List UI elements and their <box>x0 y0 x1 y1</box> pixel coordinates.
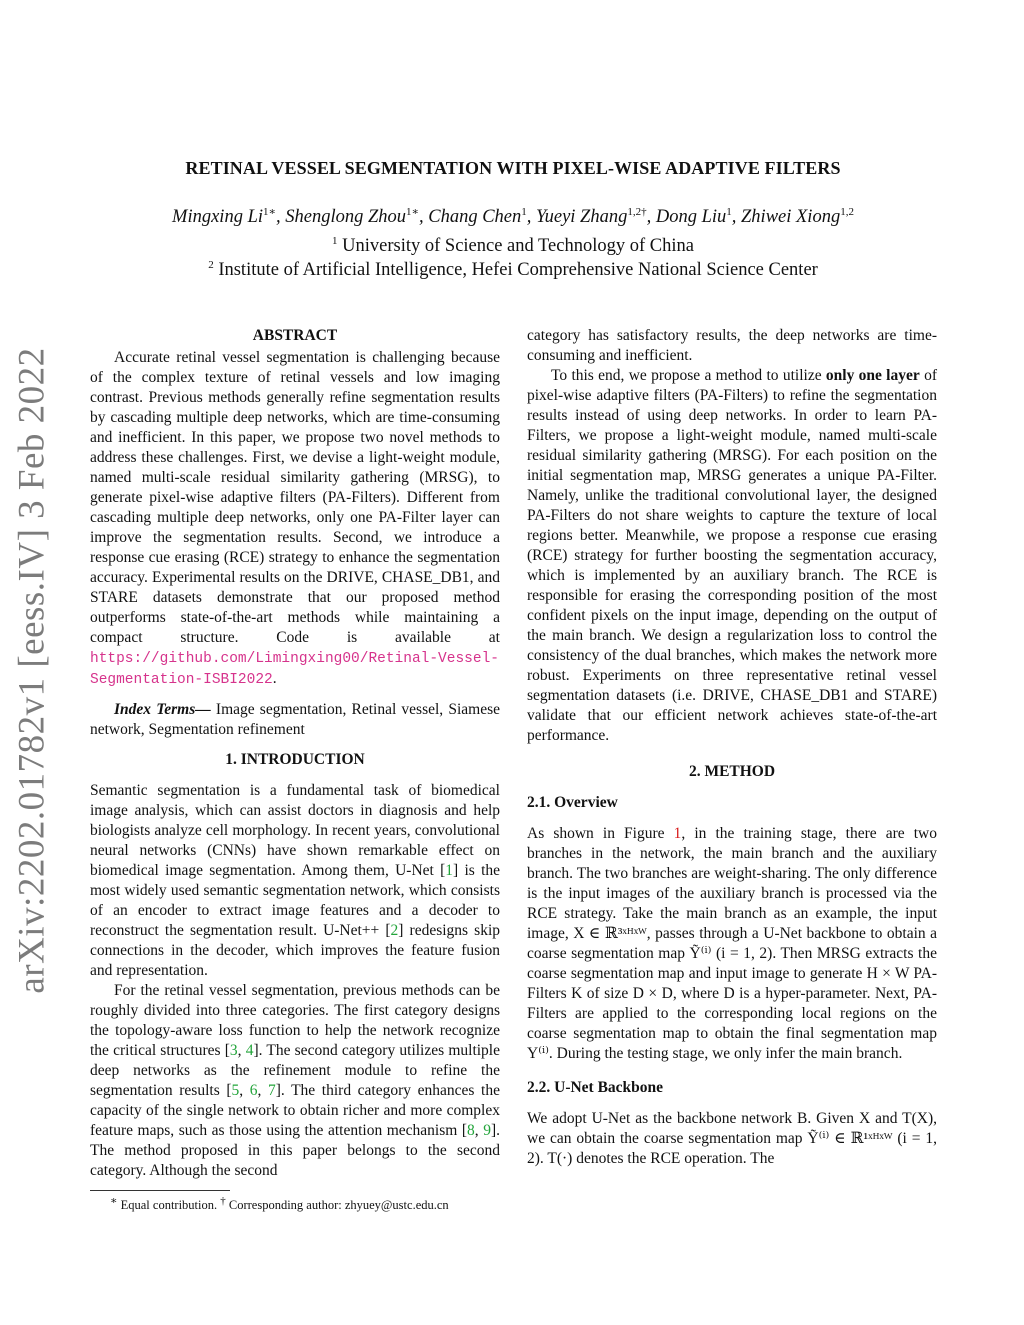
author-affil-marker: 1 <box>726 206 732 218</box>
citation-link[interactable]: 6 <box>249 1082 258 1099</box>
footnote-divider <box>90 1190 230 1191</box>
unet-heading: 2.2. U-Net Backbone <box>527 1079 664 1096</box>
author: Yueyi Zhang <box>536 207 628 228</box>
code-link[interactable]: https://github.com/Limingxing00/Retinal-Vessel-Segmentation-ISBI2022 <box>90 651 499 688</box>
author: Shenglong Zhou <box>285 207 407 228</box>
intro-paragraph-3: To this end, we propose a method to utilize only one layer of pixel-wise adaptive filters (PA-Filters) to refine the segmentation results instead of using deep networks. In order to learn PA-Filters, we propose a light-weight module, named multi-scale residual similarity gathering (MRSG). For each position on the initial segmentation map, MRSG generates a unique PA-Filter. Namely, unlike the traditional convolutional layer, the designed PA-Filters do not share weights to capture the texture of local regions better. Meanwhile, we propose a response cue erasing (RCE) strategy for further boosting the segmentation accuracy, which is implemented by an auxiliary branch. The RCE is responsible for erasing the corresponding position of the most confident pixels on the input image, depending on the output of the main branch. We design a regularization loss to control the consistency of the dual branches, which makes the network more robust. Experiments on three representative retinal vessel segmentation datasets (i.e. DRIVE, CHASE_DB1 and STARE) validate that our efficient network achieves state-of-the-art performance. <box>527 367 937 744</box>
affiliation-2: $^2$ Institute of Artificial Intelligence, Hefei Comprehensive National Science Center <box>208 259 818 281</box>
footnote: ∗ Equal contribution. † Corresponding author: zhyuey@ustc.edu.cn <box>110 1195 449 1213</box>
figure-link[interactable]: 1 <box>673 825 682 842</box>
intro-p2-tail-left: ]. The method proposed in this paper belongs to the second category. Although the second <box>90 1122 500 1179</box>
author-affil-marker: 1,2 <box>840 206 854 218</box>
paper-title: RETINAL VESSEL SEGMENTATION WITH PIXEL-WISE ADAPTIVE FILTERS <box>185 158 841 178</box>
overview-paragraph: As shown in Figure 1, in the training stage, there are two branches in the network, the main branch and the auxiliary branch. The two branches are weight-sharing. The only difference is the input images of the auxiliary branch is processed via the RCE strategy. Take the main branch as an example, the input image, X ∈ ℝ³ˣᴴˣᵂ, passes through a U-Net backbone to obtain a coarse segmentation map Ỹ⁽ⁱ⁾ (i = 1, 2). Then MRSG extracts the coarse segmentation map and input image to generate H × W PA-Filters K of size D × D, where D is a hyper-parameter. Next, PA-Filters are applied to the corresponding local regions on the coarse segmentation map to obtain the final segmentation map Y⁽ⁱ⁾. During the testing stage, we only infer the main branch. <box>527 825 937 1062</box>
author: Dong Liu <box>655 207 727 228</box>
intro-paragraph-1: Semantic segmentation is a fundamental task of biomedical image analysis, which can assist doctors in diagnosis and help biologists analyze cell morphology. In recent years, convolutional neural networks (CNNs) have shown remarkable effect on biomedical image segmentation. Among them, U-Net [1] is the most widely used semantic segmentation network, which consists of an encoder to extract image features and a decoder to reconstruct the segmentation result. U-Net++ [2] redesigns skip connections in the decoder, which improves the feature fusion and representation. <box>90 782 501 979</box>
citation-link[interactable]: 9 <box>483 1122 491 1139</box>
index-terms: Index Terms— Image segmentation, Retinal vessel, Siamese network, Segmentation refinement <box>90 701 500 738</box>
abstract-text: Accurate retinal vessel segmentation is challenging because of the complex texture of retinal vessels and low imaging contrast. Previous methods generally refine segmentation results by cascading multiple deep networks, which are time-consuming and inefficient. In this paper, we propose two novel methods to address these challenges. First, we devise a light-weight module, named multi-scale residual similarity gathering (MRSG), to generate pixel-wise adaptive filters (PA-Filters). Different from cascading multiple deep networks, only one PA-Filter layer can improve the segmentation results. Second, we introduce a response cue erasing (RCE) strategy to enhance the segmentation accuracy. Experimental results on the DRIVE, CHASE_DB1, and STARE datasets demonstrate that our proposed method outperforms state-of-the-art methods while maintaining a compact structure. Code is available at https://github.com/Limingxing00/Retinal-Vessel-Segmentation-ISBI2022. <box>90 349 500 688</box>
author: Mingxing Li <box>172 207 264 228</box>
author-affil-marker: 1,2† <box>627 206 647 218</box>
author-affil-marker: 1∗ <box>263 206 276 218</box>
citation-link[interactable]: 7 <box>267 1082 276 1099</box>
left-column <box>90 326 500 1181</box>
right-column <box>527 326 937 1169</box>
affiliation-1: $^1$ University of Science and Technology of China <box>332 235 694 257</box>
citation-link[interactable]: 8 <box>467 1122 475 1139</box>
method-heading: 2. METHOD <box>688 763 776 780</box>
citation-link[interactable]: 4 <box>245 1042 254 1059</box>
unet-paragraph: We adopt U-Net as the backbone network B. Given X and T(X), we can obtain the coarse segmentation map Ỹ⁽ⁱ⁾ ∈ ℝ¹ˣᴴˣᵂ (i = 1, 2). T(·) denotes the RCE operation. The <box>527 1110 937 1167</box>
introduction-heading: 1. INTRODUCTION <box>225 751 365 768</box>
citation-link[interactable]: 5 <box>231 1082 240 1099</box>
citation-link[interactable]: 2 <box>390 922 399 939</box>
intro-p2-continued: category has satisfactory results, the deep networks are time-consuming and inefficient. <box>527 327 937 364</box>
author-affil-marker: 1∗ <box>406 206 419 218</box>
arxiv-side-stamp: arXiv:2202.01782v1 [eess.IV] 3 Feb 2022 <box>11 346 53 994</box>
citation-link[interactable]: 3 <box>229 1042 238 1059</box>
author: Zhiwei Xiong <box>741 207 841 228</box>
overview-heading: 2.1. Overview <box>527 794 618 811</box>
citation-link[interactable]: 1 <box>445 862 454 879</box>
abstract-heading: ABSTRACT <box>252 327 338 344</box>
author-affil-marker: 1 <box>521 206 527 218</box>
author: Chang Chen <box>428 207 522 228</box>
author-list: Mingxing $Li^{1∗}$, Shenglong Zhou$^{1∗}$, Chang Chen$^1$, Yueyi Zhang$^{1,2\dagger}$, Dong Liu$^1$, Zhiwei Xiong$^{1,2}$ <box>172 206 854 228</box>
intro-paragraph-2: For the retinal vessel segmentation, previous methods can be roughly divided into three categories. The first category designs the topology-aware loss function to help the network recognize the critical structures [3, 4]. The second category utilizes multiple deep networks as the refinement module to refine the segmentation results [5, 6, 7]. The third category enhances the capacity of the single network to obtain richer and more complex feature maps, such as those using the attention mechanism [8, 9]. The method proposed in this paper belongs to the second category. Although the second <box>90 982 500 1179</box>
